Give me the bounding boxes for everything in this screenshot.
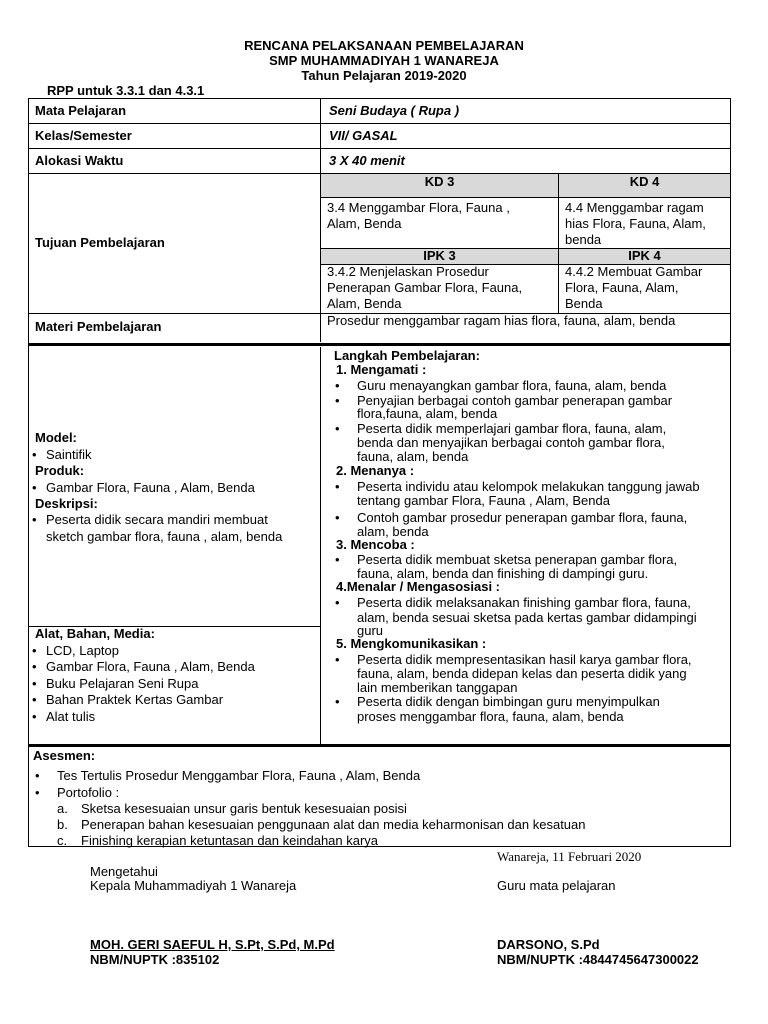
mapel-label: Mata Pelajaran — [35, 103, 127, 118]
alokasi-label: Alokasi Waktu — [35, 153, 124, 168]
step-4-heading: 4.Menalar / Mengasosiasi : — [336, 579, 501, 594]
kepala-name: MOH. GERI SAEFUL H, S.Pt, S.Pd, M.Pd — [90, 937, 335, 952]
step-4-item-cont: guru — [357, 623, 384, 638]
step-2-item-cont: tentang gambar Flora, Fauna , Alam, Benda — [357, 493, 610, 508]
deskripsi-line-1: • Peserta didik secara mandiri membuat — [46, 512, 268, 528]
guru-nbm: NBM/NUPTK :4844745647300022 — [497, 952, 699, 967]
kd3-text-2: Alam, Benda — [327, 216, 402, 231]
ipk4-text-1: 4.4.2 Membuat Gambar — [565, 264, 703, 279]
ipk3-heading: IPK 3 — [423, 248, 456, 263]
step-1-item: • Peserta didik memperlajari gambar flora, fauna, alam, — [357, 421, 666, 437]
ipk3-text-2: Penerapan Gambar Flora, Fauna, — [327, 280, 523, 295]
school-name: SMP MUHAMMADIYAH 1 WANAREJA — [269, 53, 499, 68]
alat-label: Alat, Bahan, Media: — [35, 626, 155, 641]
asesmen-sub-text: Finishing kerapian ketuntasan dan keindahan karya — [81, 833, 379, 848]
step-2-item-cont: alam, benda — [357, 524, 429, 539]
step-5-item-cont: lain memberikan tanggapan — [357, 680, 518, 695]
ipk3-text-1: 3.4.2 Menjelaskan Prosedur — [327, 264, 489, 279]
rpp-label: RPP untuk 3.3.1 dan 4.3.1 — [47, 83, 205, 98]
step-5-item-cont: fauna, alam, benda didepan kelas dan peserta didik yang — [357, 666, 687, 681]
mengetahui-label: Mengetahui — [90, 864, 158, 879]
tujuan-label: Tujuan Pembelajaran — [35, 235, 165, 250]
asesmen-sub-mark: b. — [57, 817, 68, 832]
kepala-title: Kepala Muhammadiyah 1 Wanareja — [90, 878, 297, 893]
kelas-value: VII/ GASAL — [329, 128, 398, 143]
ipk4-heading: IPK 4 — [628, 248, 661, 263]
kd4-text-3: benda — [565, 232, 602, 247]
model-label: Model: — [35, 430, 77, 445]
alokasi-value: 3 X 40 menit — [329, 153, 405, 168]
step-4-item: • Peserta didik melaksanakan finishing gambar flora, fauna, — [357, 595, 691, 611]
kd4-text-1: 4.4 Menggambar ragam — [565, 200, 704, 215]
deskripsi-label: Deskripsi: — [35, 496, 98, 511]
step-3-heading: 3. Mencoba : — [336, 537, 415, 552]
asesmen-sub-text: Penerapan bahan kesesuaian penggunaan alat dan media keharmonisan dan kesatuan — [81, 817, 586, 832]
school-year: Tahun Pelajaran 2019-2020 — [301, 68, 467, 83]
place-date: Wanareja, 11 Februari 2020 — [497, 849, 642, 864]
kd4-heading: KD 4 — [629, 174, 660, 189]
step-5-item-cont: proses menggambar flora, fauna, alam, benda — [357, 709, 624, 724]
step-5-item: • Peserta didik dengan bimbingan guru menyimpulkan — [357, 694, 660, 710]
produk-label: Produk: — [35, 463, 85, 478]
guru-name: DARSONO, S.Pd — [497, 937, 600, 952]
materi-value: Prosedur menggambar ragam hias flora, fauna, alam, benda — [327, 313, 676, 328]
step-1-heading: 1. Mengamati : — [336, 362, 427, 377]
guru-title: Guru mata pelajaran — [497, 878, 616, 893]
asesmen-sub-mark: a. — [57, 801, 68, 816]
step-1-item-cont: fauna, alam, benda — [357, 449, 469, 464]
asesmen-item: • Tes Tertulis Prosedur Menggambar Flora, Fauna , Alam, Benda — [57, 768, 420, 784]
step-4-item-cont: alam, benda sesuai sketsa pada kertas gambar didampingi — [357, 610, 697, 625]
step-1-item: • Penyajian berbagai contoh gambar penerapan gambar — [357, 393, 672, 409]
langkah-title: Langkah Pembelajaran: — [334, 348, 480, 363]
step-2-item: • Contoh gambar prosedur penerapan gambar flora, fauna, — [357, 510, 687, 526]
materi-label: Materi Pembelajaran — [35, 319, 162, 334]
kelas-label: Kelas/Semester — [35, 128, 132, 143]
produk-item: • Gambar Flora, Fauna , Alam, Benda — [46, 480, 255, 496]
asesmen-label: Asesmen: — [33, 748, 96, 763]
step-5-heading: 5. Mengkomunikasikan : — [336, 636, 487, 651]
asesmen-sub-mark: c. — [57, 833, 68, 848]
ipk4-text-3: Benda — [565, 296, 603, 311]
model-item: • Saintifik — [46, 447, 92, 463]
step-3-item: • Peserta didik membuat sketsa penerapan gambar flora, — [357, 552, 677, 568]
ipk4-text-2: Flora, Fauna, Alam, — [565, 280, 679, 295]
asesmen-item: • Portofolio : — [57, 785, 119, 801]
kd4-text-2: hias Flora, Fauna, Alam, — [565, 216, 706, 231]
asesmen-sub-text: Sketsa kesesuaian unsur garis bentuk kesesuaian posisi — [81, 801, 407, 816]
mapel-value: Seni Budaya ( Rupa ) — [329, 103, 460, 118]
kd3-heading: KD 3 — [424, 174, 455, 189]
kepala-nbm: NBM/NUPTK :835102 — [90, 952, 220, 967]
step-1-item-cont: flora,fauna, alam, benda — [357, 406, 498, 421]
step-3-item-cont: fauna, alam, benda dan finishing di dampingi guru. — [357, 566, 649, 581]
deskripsi-line-2: sketch gambar flora, fauna , alam, benda — [46, 529, 283, 544]
alat-item: • Alat tulis — [46, 709, 95, 725]
step-2-heading: 2. Menanya : — [336, 463, 415, 478]
step-1-item: • Guru menayangkan gambar flora, fauna, alam, benda — [357, 378, 666, 394]
step-2-item: • Peserta individu atau kelompok melakukan tanggung jawab — [357, 479, 700, 495]
step-1-item-cont: benda dan menyajikan berbagai contoh gambar flora, — [357, 435, 665, 450]
step-5-item: • Peserta didik mempresentasikan hasil karya gambar flora, — [357, 652, 692, 668]
alat-item: • LCD, Laptop — [46, 643, 119, 659]
doc-title: RENCANA PELAKSANAAN PEMBELAJARAN — [244, 38, 524, 53]
alat-item: • Bahan Praktek Kertas Gambar — [46, 692, 223, 708]
ipk3-text-3: Alam, Benda — [327, 296, 402, 311]
alat-item: • Gambar Flora, Fauna , Alam, Benda — [46, 659, 255, 675]
alat-item: • Buku Pelajaran Seni Rupa — [46, 676, 199, 692]
kd3-text-1: 3.4 Menggambar Flora, Fauna , — [327, 200, 510, 215]
